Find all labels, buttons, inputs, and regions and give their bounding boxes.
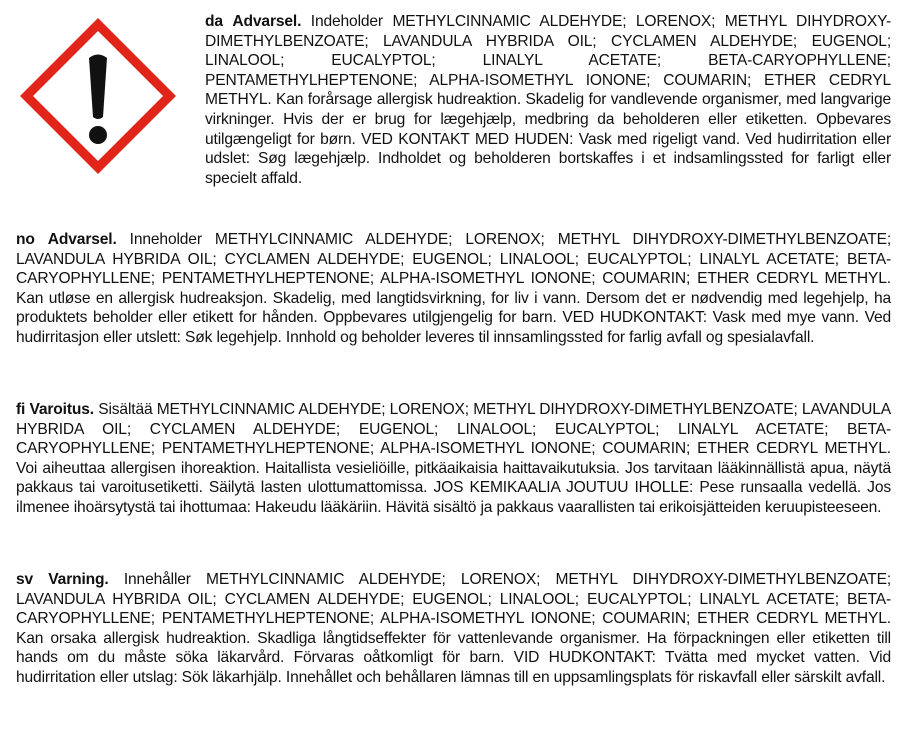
- language-code: fi: [16, 401, 26, 418]
- exclamation-mark-icon: [20, 18, 176, 174]
- warning-text: Sisältää METHYLCINNAMIC ALDEHYDE; LORENOX; METHYL DIHYDROXY-DIMETHYLBENZOATE; LAVANDULA HYBRIDA OIL; CYCLAMEN ALDEHYDE; EUGENOL; LINALOOL; EUCALYPTOL; LINALYL ACETATE; BETA-CARYOPHYLLENE; PENTAMETHYLHEPTENONE; ALPHA-ISOMETHYL IONONE; COUMARIN; ETHER CEDRYL METHYL. Voi aiheuttaa allergisen ihoreaktion. Haitallista vesieliöille, pitkäaikaisia haittavaikutuksia. Jos tarvitaan lääkinnällistä apua, näytä pakkaus tai varoitusetiketti. Säilytä lasten ulottumattomissa. JOS KEMIKAALIA JOUTUU IHOLLE: Pese runsaalla vedellä. Jos ilmenee ihoärsytystä tai ihottumaa: Hakeudu lääkäriin. Hävitä sisältö ja pakkaus vaarallisten tai erikoisjätteiden keruupisteeseen.: [16, 401, 891, 516]
- warning-text: Indeholder METHYLCINNAMIC ALDEHYDE; LORENOX; METHYL DIHYDROXY-DIMETHYLBENZOATE; LAVANDULA HYBRIDA OIL; CYCLAMEN ALDEHYDE; EUGENOL; LINALOOL; EUCALYPTOL; LINALYL ACETATE; BETA-CARYOPHYLLENE; PENTAMETHYLHEPTENONE; ALPHA-ISOMETHYL IONONE; COUMARIN; ETHER CEDRYL METHYL. Kan forårsage allergisk hudreaktion. Skadelig for vandlevende organismer, med langvarige virkninger. Hvis der er brug for lægehjælp, medbring da beholderen eller etiketten. Opbevares utilgængeligt for børn. VED KONTAKT MED HUDEN: Vask med rigeligt vand. Ved hudirritation eller udslet: Søg lægehjælp. Indholdet og beholderen bortskaffes i et indsamlingssted for farligt eller specielt affald.: [205, 13, 891, 187]
- language-code: da: [205, 13, 223, 30]
- warning-section-no: [16, 230, 891, 348]
- signal-word: Advarsel.: [232, 13, 302, 30]
- warning-section-da: [205, 12, 891, 188]
- warning-section-fi: [16, 400, 891, 518]
- warning-section-sv: [16, 570, 891, 688]
- signal-word: Advarsel.: [47, 231, 117, 248]
- signal-word: Varning.: [48, 571, 109, 588]
- signal-word: Varoitus.: [29, 401, 94, 418]
- language-code: no: [16, 231, 35, 248]
- language-code: sv: [16, 571, 34, 588]
- hazard-pictogram: [16, 14, 180, 178]
- warning-text: Inneholder METHYLCINNAMIC ALDEHYDE; LORENOX; METHYL DIHYDROXY-DIMETHYLBENZOATE; LAVANDULA HYBRIDA OIL; CYCLAMEN ALDEHYDE; EUGENOL; LINALOOL; EUCALYPTOL; LINALYL ACETATE; BETA-CARYOPHYLLENE; PENTAMETHYLHEPTENONE; ALPHA-ISOMETHYL IONONE; COUMARIN; ETHER CEDRYL METHYL. Kan utløse en allergisk hudreaksjon. Skadelig, med langtidsvirkning, for liv i vann. Dersom det er nødvendig med legehjelp, ha produktets beholder eller etikett for hånden. Oppbevares utilgjengelig for barn. VED HUDKONTAKT: Vask med mye vann. Ved hudirritasjon eller utslett: Søk legehjelp. Innhold og beholder leveres til innsamlingssted for farlig avfall og spesialavfall.: [16, 231, 891, 346]
- warning-text: Innehåller METHYLCINNAMIC ALDEHYDE; LORENOX; METHYL DIHYDROXY-DIMETHYLBENZOATE; LAVANDULA HYBRIDA OIL; CYCLAMEN ALDEHYDE; EUGENOL; LINALOOL; EUCALYPTOL; LINALYL ACETATE; BETA-CARYOPHYLLENE; PENTAMETHYLHEPTENONE; ALPHA-ISOMETHYL IONONE; COUMARIN; ETHER CEDRYL METHYL. Kan orsaka allergisk hudreaktion. Skadliga långtidseffekter för vattenlevande organismer. Ha förpackningen eller etiketten till hands om du måste söka läkarvård. Förvaras oåtkomligt för barn. VID HUDKONTAKT: Tvätta med mycket vatten. Vid hudirritation eller utslag: Sök läkarhjälp. Innehållet och behållaren lämnas till en uppsamlingsplats för riskavfall eller särskilt avfall.: [16, 571, 892, 686]
